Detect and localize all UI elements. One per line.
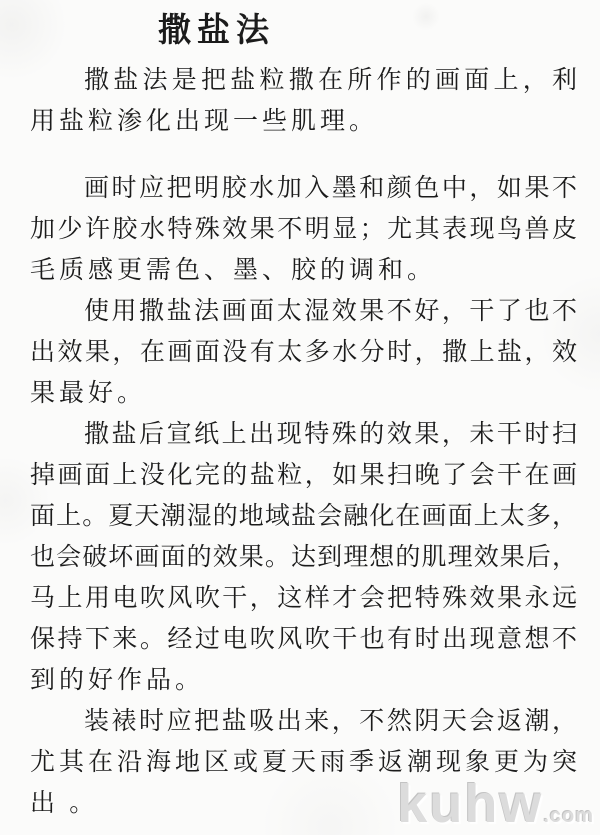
paragraph-3 <box>30 291 577 414</box>
text-line: 果最好。 <box>30 380 147 407</box>
text-line: 出 。 <box>30 790 99 817</box>
text-line: 使用撒盐法画面太湿效果不好，干了也不 <box>84 298 577 325</box>
page-title: 撒盐法 <box>158 11 275 48</box>
text-line: 撒盐后宣纸上出现特殊的效果，未干时扫 <box>84 421 577 448</box>
text-line: 尤其在沿海地区或夏天雨季返潮现象更为突 <box>30 749 577 776</box>
paragraph-4 <box>30 414 577 701</box>
text-line: 到的好作品。 <box>30 667 205 694</box>
paragraph-1 <box>30 60 577 142</box>
watermark <box>397 774 594 834</box>
text-line: 掉画面上没化完的盐粒，如果扫晚了会干在画 <box>30 462 577 489</box>
watermark-site-name: kuhw <box>397 774 544 834</box>
text-line: 画时应把明胶水加入墨和颜色中，如果不 <box>84 175 577 202</box>
paragraph-2 <box>30 168 577 291</box>
text-line: 撒盐法是把盐粒撒在所作的画面上，利 <box>84 67 577 94</box>
watermark-tld: .com <box>543 805 594 827</box>
text-line: 保持下来。经过电吹风吹干也有时出现意想不 <box>30 626 577 653</box>
text-line: 出效果，在画面没有太多水分时，撒上盐，效 <box>30 339 577 366</box>
text-line: 也会破坏画面的效果。达到理想的肌理效果后， <box>30 544 577 571</box>
text-line: 毛质感更需色、墨、胶的调和。 <box>30 257 437 284</box>
text-line: 加少许胶水特殊效果不明显；尤其表现鸟兽皮 <box>30 216 577 243</box>
text-line: 用盐粒渗化出现一些肌理。 <box>30 108 379 135</box>
text-line: 面上。夏天潮湿的地域盐会融化在画面上太多， <box>30 503 577 530</box>
text-line: 装裱时应把盐吸出来，不然阴天会返潮， <box>84 708 577 735</box>
text-line: 马上用电吹风吹干，这样才会把特殊效果永远 <box>30 585 577 612</box>
